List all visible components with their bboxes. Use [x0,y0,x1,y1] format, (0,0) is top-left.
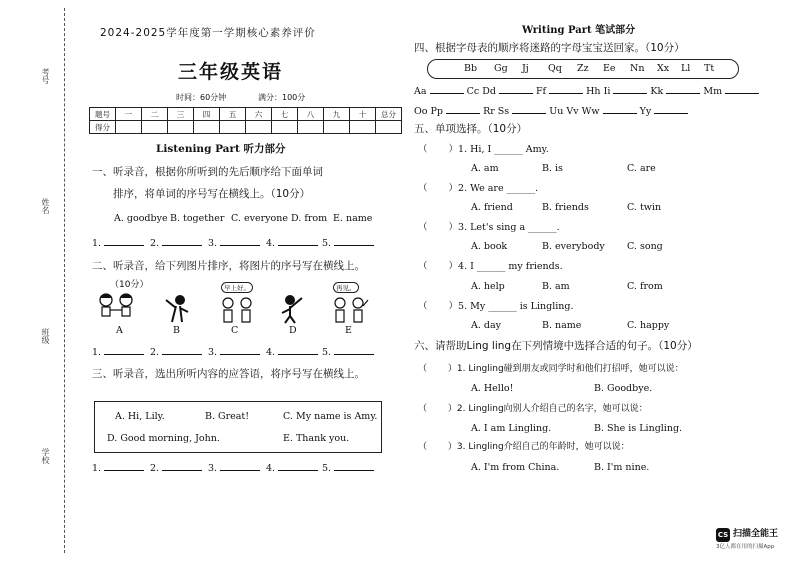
binding-label-school: 学校 [41,448,50,464]
score-input-cell[interactable] [194,121,220,134]
q2-points: （10分） [110,280,149,290]
alphabet-given: Mm [703,86,723,97]
q6-instruction: 六、请帮助Ling ling在下列情境中选择合适的句子。（10分） [414,340,698,352]
q6-item-2: （ ）2. Lingling向别人介绍自己的名字，她可以说： [418,404,648,414]
picture-c-speech-bubble: 早上好。 [221,282,253,293]
score-cell: 六 [246,108,272,121]
q6-stem: ）3. Lingling介绍自己的年龄时，她可以说： [447,442,630,452]
score-cell: 三 [168,108,194,121]
score-cell: 十 [350,108,376,121]
q1-answer-4[interactable] [266,236,318,250]
q6-choice[interactable]: B. Goodbye. [594,383,653,394]
q3-answer-3[interactable] [208,461,260,475]
score-input-cell[interactable] [272,121,298,134]
score-table-header-row [90,108,402,121]
letter-pair: Zz [577,63,589,74]
alphabet-blank[interactable] [666,84,700,94]
score-cell: 七 [272,108,298,121]
scanner-app-name: 扫描全能王 [733,529,779,539]
q6-choice[interactable]: A. I am Lingling. [471,423,552,434]
q5-choice[interactable]: B. friends [542,202,589,213]
score-input-cell[interactable] [376,121,402,134]
listening-heading: Listening Part 听力部分 [156,143,286,155]
q5-item-5: （ ）5. My ______ is Lingling. [418,301,574,312]
school-year-line: 2024-2025学年度第一学期核心素养评价 [100,27,316,39]
q5-choice[interactable]: B. am [542,281,570,292]
answer-number: 1. [92,347,102,358]
answer-number: 4. [266,347,276,358]
q1-option: D. from [291,213,328,224]
answer-number: 2. [150,238,160,249]
score-cell: 题号 [90,108,116,121]
q1-instruction-line2: 排序，将单词的序号写在横线上。（10分） [113,188,311,200]
binding-label-class: 班级 [41,328,50,344]
q5-choice[interactable]: C. happy [627,320,670,331]
q5-stem: ）2. We are ______. [448,183,539,194]
q5-item-1: （ ）1. Hi, I ______ Amy. [418,144,549,155]
answer-number: 1. [92,463,102,474]
alphabet-given: Hh Ii [586,86,611,97]
q3-answer-1[interactable] [92,461,144,475]
picture-label-e: E [345,325,352,336]
q5-item-2: （ ）2. We are ______. [418,183,539,194]
letter-pair: Tt [704,63,715,74]
q6-stem: ）1. Lingling碰到朋友或同学时和他们打招呼，她可以说： [447,364,684,374]
alphabet-given: Kk [650,86,664,97]
score-input-cell[interactable] [350,121,376,134]
score-input-cell[interactable] [220,121,246,134]
picture-label-b: B [173,325,180,336]
alphabet-blank[interactable] [430,84,464,94]
answer-number: 5. [322,238,332,249]
q1-instruction-line1: 一、听录音，根据你所听到的先后顺序给下面单词 [92,166,323,178]
q5-choice[interactable]: C. twin [627,202,662,213]
q3-instruction: 三、听录音，选出所听内容的应答语，将序号写在横线上。 [92,368,365,380]
q3-option: C. My name is Amy. [283,411,378,422]
score-input-cell[interactable] [324,121,350,134]
alphabet-blank[interactable] [446,104,480,114]
answer-number: 4. [266,238,276,249]
answer-blank[interactable] [104,236,144,246]
q5-stem: ）4. I ______ my friends. [448,261,563,272]
letter-pair: Ee [603,63,616,74]
alphabet-blank[interactable] [499,84,533,94]
picture-label-c: C [231,325,239,336]
score-cell: 总分 [376,108,402,121]
q6-item-3: （ ）3. Lingling介绍自己的年龄时，她可以说： [418,442,630,452]
score-cell: 四 [194,108,220,121]
score-table-score-row [90,121,402,134]
q5-choice[interactable]: A. am [471,163,499,174]
picture-c-kids-icon [218,296,258,324]
letter-pair: Nn [630,63,645,74]
score-cell: 得分 [90,121,116,134]
alphabet-row-2 [414,104,688,118]
q3-option: D. Good morning, John. [107,433,220,444]
time-label: 时间：60分钟 [176,93,227,102]
q4-instruction: 四、根据字母表的顺序将迷路的字母宝宝送回家。（10分） [414,42,685,54]
binding-line [64,8,65,553]
q2-instruction: 二、听录音，给下列图片排序，将图片的序号写在横线上。 [92,260,365,272]
score-input-cell[interactable] [246,121,272,134]
letter-pair: Xx [657,63,670,74]
q3-option: A. Hi, Lily. [115,411,165,422]
answer-number: 3. [208,463,218,474]
answer-blank[interactable] [162,461,202,471]
q1-option: B. together [170,213,225,224]
writing-heading: Writing Part 笔试部分 [522,25,636,36]
q5-choice[interactable]: A. friend [471,202,513,213]
q2-answer-1[interactable] [92,345,144,359]
answer-number: 2. [150,463,160,474]
alphabet-blank[interactable] [725,84,759,94]
score-input-cell[interactable] [298,121,324,134]
q1-answer-5[interactable] [322,236,374,250]
alphabet-given: Yy [639,106,652,117]
q2-answer-4[interactable] [266,345,318,359]
picture-b-person-icon [162,294,192,324]
q3-option: E. Thank you. [283,433,350,444]
picture-e-speech-bubble: 再见。 [333,282,359,293]
score-cell: 八 [298,108,324,121]
answer-number: 5. [322,347,332,358]
score-input-cell[interactable] [168,121,194,134]
answer-blank[interactable] [104,461,144,471]
q6-item-1: （ ）1. Lingling碰到朋友或同学时和他们打招呼，她可以说： [418,364,684,374]
alphabet-given: Oo Pp [414,106,444,117]
q6-choice[interactable]: A. I'm from China. [471,462,560,473]
picture-label-d: D [289,325,297,336]
letter-pair: Qq [548,63,562,74]
q3-answer-2[interactable] [150,461,202,475]
answer-blank[interactable] [278,461,318,471]
answer-number: 5. [322,463,332,474]
binding-label-name: 姓名 [41,198,50,214]
q5-instruction: 五、单项选择。（10分） [414,123,528,135]
q5-item-4: （ ）4. I ______ my friends. [418,261,563,272]
picture-label-a: A [116,325,123,336]
q5-choice[interactable]: C. from [627,281,663,292]
score-cell: 二 [142,108,168,121]
q1-option: E. name [333,213,373,224]
answer-number: 3. [208,238,218,249]
scanner-logo-icon: CS [716,528,730,542]
answer-number: 2. [150,347,160,358]
score-label: 满分：100分 [258,93,306,102]
q3-answer-4[interactable] [266,461,318,475]
q2-answer-3[interactable] [208,345,260,359]
q6-stem: ）2. Lingling向别人介绍自己的名字，她可以说： [447,404,648,414]
q2-answer-2[interactable] [150,345,202,359]
q5-item-3: （ ）3. Let's sing a ______. [418,222,560,233]
answer-number: 1. [92,238,102,249]
q1-answer-2[interactable] [150,236,202,250]
q5-choice[interactable]: A. help [471,281,505,292]
score-table [89,107,402,134]
picture-d-person-icon [278,294,310,324]
q5-choice[interactable]: C. song [627,241,663,252]
alphabet-given: Ff [535,86,547,97]
q1-option: C. everyone [231,213,288,224]
q5-choice[interactable]: B. name [542,320,582,331]
answer-blank[interactable] [104,345,144,355]
score-cell: 九 [324,108,350,121]
score-input-cell[interactable] [116,121,142,134]
answer-blank[interactable] [220,461,260,471]
letter-pair: Bb [464,63,478,74]
alphabet-given: Aa [414,86,427,97]
letters-pill [427,59,739,79]
answer-blank[interactable] [278,236,318,246]
q5-choice[interactable]: B. is [542,163,563,174]
q1-option: A. goodbye [114,213,168,224]
score-cell: 一 [116,108,142,121]
alphabet-blank[interactable] [613,84,647,94]
q3-answer-5[interactable] [322,461,374,475]
q5-stem: ）5. My ______ is Lingling. [448,301,574,312]
answer-blank[interactable] [278,345,318,355]
q3-option: B. Great! [205,411,250,422]
q5-choice[interactable]: A. book [471,241,508,252]
alphabet-blank[interactable] [603,104,637,114]
answer-blank[interactable] [162,236,202,246]
alphabet-blank[interactable] [654,104,688,114]
scanner-app-tagline: 3亿人都在用的扫描App [716,544,775,550]
binding-label-exam-number: 考号 [41,68,50,84]
answer-blank[interactable] [334,461,374,471]
alphabet-given: Uu Vv Ww [549,106,600,117]
exam-title: 三年级英语 [178,61,284,83]
score-input-cell[interactable] [142,121,168,134]
q6-choice[interactable]: B. I'm nine. [594,462,650,473]
alphabet-blank[interactable] [512,104,546,114]
alphabet-given: Cc Dd [466,86,496,97]
answer-number: 3. [208,347,218,358]
q3-options-box [94,401,382,453]
score-cell: 五 [220,108,246,121]
picture-e-kids-icon [330,296,370,324]
answer-number: 4. [266,463,276,474]
q5-choice[interactable]: B. everybody [542,241,605,252]
picture-a-two-kids-icon [96,292,140,322]
q6-choice[interactable]: A. Hello! [471,383,514,394]
letter-pair: Gg [494,63,508,74]
binding-strip [34,8,76,553]
q1-answer-3[interactable] [208,236,260,250]
q5-stem: ）1. Hi, I ______ Amy. [448,144,549,155]
q1-answer-1[interactable] [92,236,144,250]
letter-pair: Ll [681,63,691,74]
alphabet-given: Rr Ss [483,106,510,117]
answer-blank[interactable] [334,345,374,355]
answer-blank[interactable] [162,345,202,355]
q5-stem: ）3. Let's sing a ______. [448,222,560,233]
alphabet-blank[interactable] [549,84,583,94]
answer-blank[interactable] [334,236,374,246]
answer-blank[interactable] [220,345,260,355]
answer-blank[interactable] [220,236,260,246]
q5-choice[interactable]: C. are [627,163,656,174]
q6-choice[interactable]: B. She is Lingling. [594,423,683,434]
alphabet-row-1 [414,84,759,98]
q2-answer-5[interactable] [322,345,374,359]
letter-pair: Jj [522,63,529,74]
q5-choice[interactable]: A. day [471,320,502,331]
